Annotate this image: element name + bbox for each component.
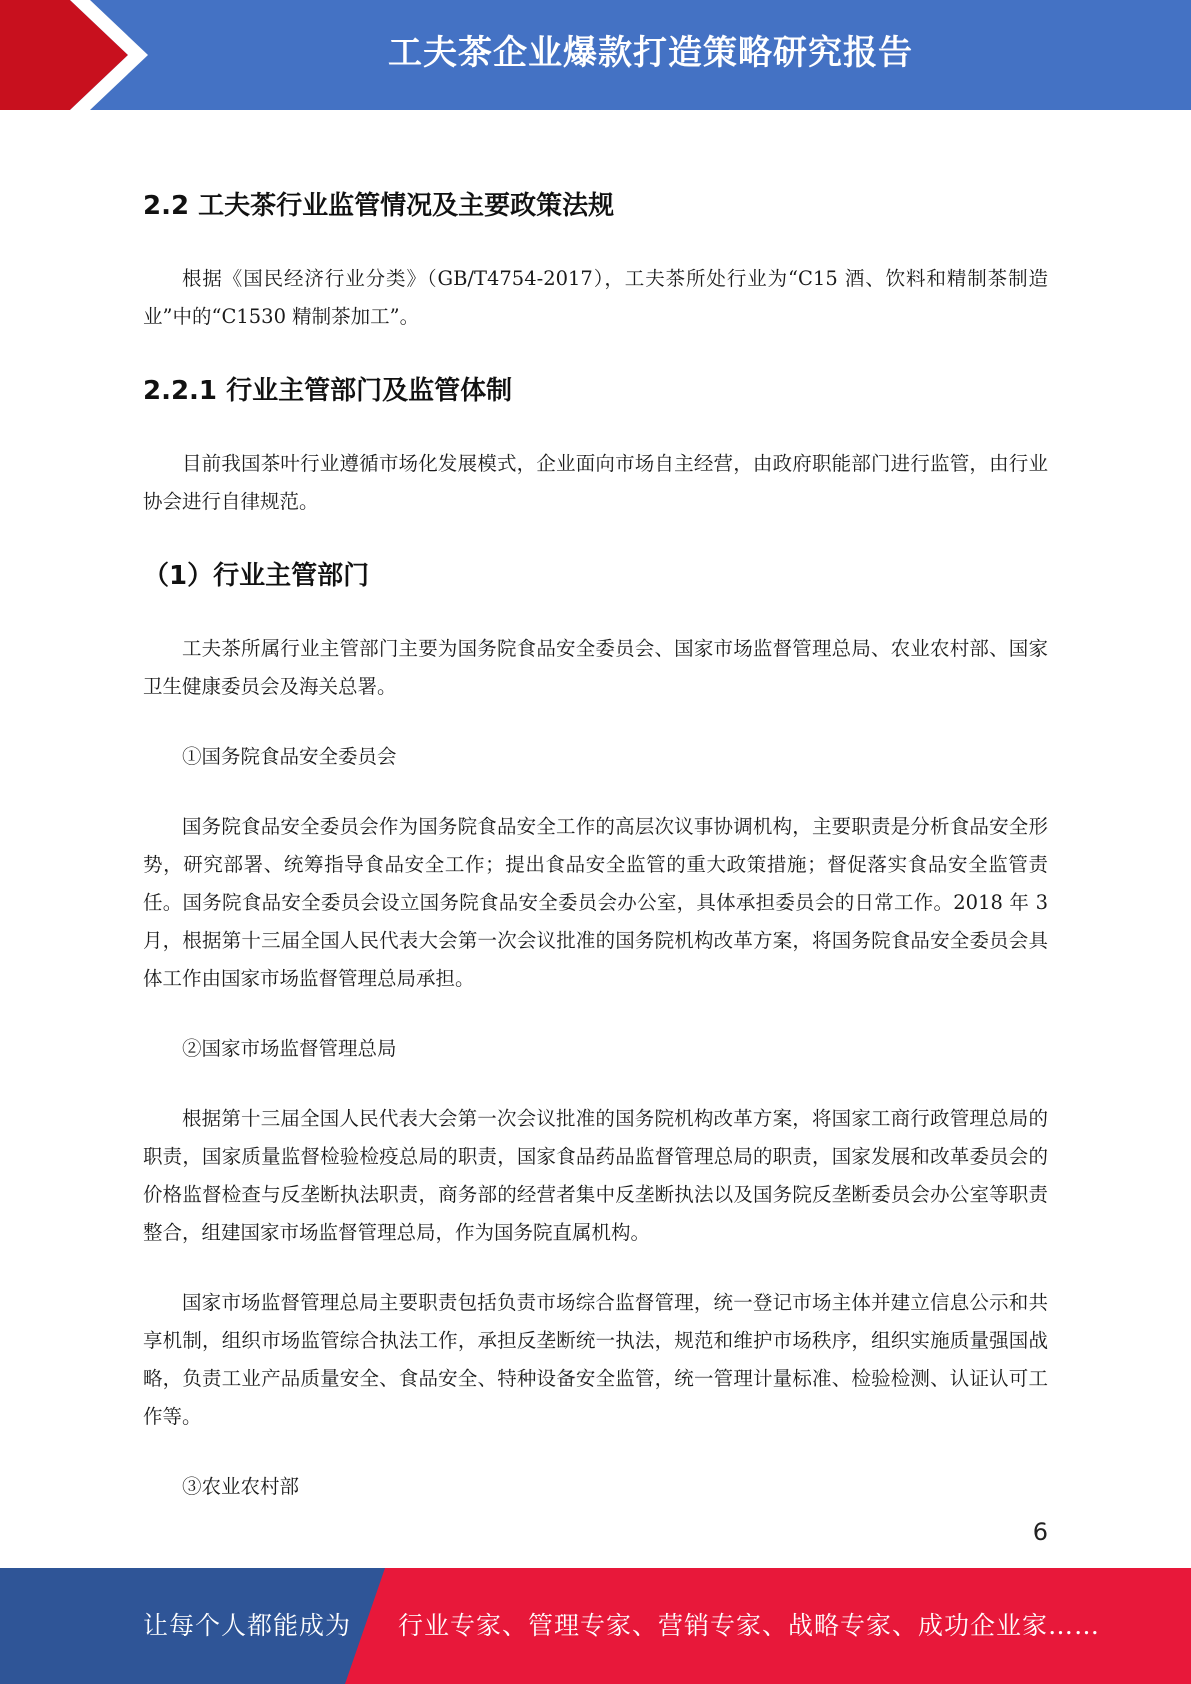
page-footer [0,1568,1191,1684]
section-heading-2-2-1: 2.2.1 行业主管部门及监管体制 [143,376,513,406]
footer-slogan-left: 让每个人都能成为 [143,1611,352,1640]
paragraph-market-regulation-duties: 国家市场监督管理总局主要职责包括负责市场综合监督管理，统一登记市场主体并建立信息公示和共享机制，组织市场监管综合执法工作，承担反垄断统一执法，规范和维护市场秩序，组织实施质量强国战略，负责工业产品质量安全、食品安全、特种设备安全监管，统一管理计量标准、检验检测、认证认可工作等。 [143,1291,1048,1428]
footer-slogan-right: 行业专家、管理专家、营销专家、战略专家、成功企业家…… [398,1611,1101,1640]
document-body [143,175,1048,1506]
page-number: 6 [1032,1518,1048,1546]
paragraph-authorities-list: 工夫茶所属行业主管部门主要为国务院食品安全委员会、国家市场监督管理总局、农业农村部、国家卫生健康委员会及海关总署。 [143,637,1048,698]
section-heading-2-2: 2.2 工夫茶行业监管情况及主要政策法规 [143,191,615,221]
paragraph-industry-classification: 根据《国民经济行业分类》（GB/T4754-2017），工夫茶所处行业为“C15 酒、饮料和精制茶制造业”中的“C1530 精制茶加工”。 [143,267,1048,328]
paragraph-regulatory-system: 目前我国茶叶行业遵循市场化发展模式，企业面向市场自主经营，由政府职能部门进行监管，由行业协会进行自律规范。 [143,452,1048,513]
section-heading-competent-authorities: （1）行业主管部门 [143,561,370,591]
page-header [0,0,1191,110]
item-heading-agriculture-ministry: ③农业农村部 [182,1475,300,1498]
item-heading-market-regulation: ②国家市场监督管理总局 [182,1037,397,1060]
item-heading-food-safety-commission: ①国务院食品安全委员会 [182,745,397,768]
report-title: 工夫茶企业爆款打造策略研究报告 [388,33,913,73]
paragraph-food-safety-commission: 国务院食品安全委员会作为国务院食品安全工作的高层次议事协调机构，主要职责是分析食品安全形势，研究部署、统筹指导食品安全工作；提出食品安全监管的重大政策措施；督促落实食品安全监管责任。国务院食品安全委员会设立国务院食品安全委员会办公室，具体承担委员会的日常工作。2018 年 3 月，根据第十三届全国人民代表大会第一次会议批准的国务院机构改革方案，将国务院食品安全委员会具体工作由国家市场监督管理总局承担。 [143,815,1048,990]
paragraph-market-regulation-formation: 根据第十三届全国人民代表大会第一次会议批准的国务院机构改革方案，将国家工商行政管理总局的职责，国家质量监督检验检疫总局的职责，国家食品药品监督管理总局的职责，国家发展和改革委员会的价格监督检查与反垄断执法职责，商务部的经营者集中反垄断执法以及国务院反垄断委员会办公室等职责整合，组建国家市场监督管理总局，作为国务院直属机构。 [143,1107,1048,1244]
